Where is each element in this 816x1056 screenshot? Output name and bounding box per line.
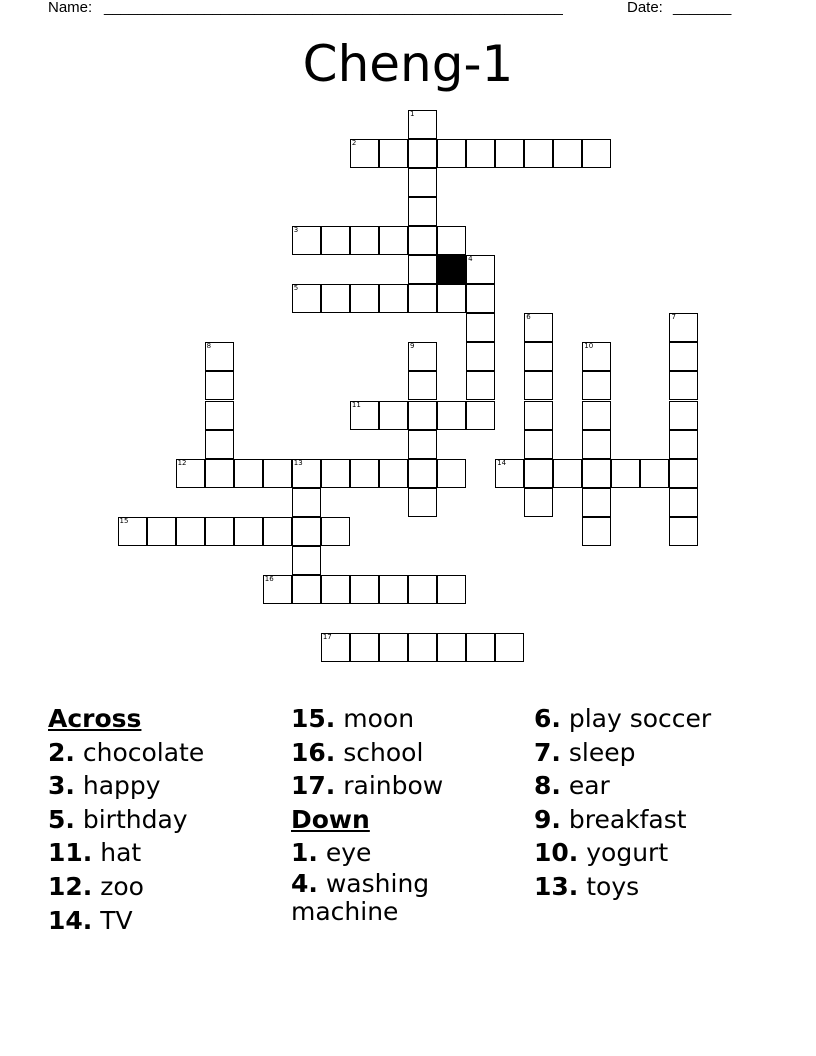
clue-number: 3. [48,771,75,801]
grid-cell[interactable] [466,284,495,313]
clue-column-2 [291,702,521,926]
clue-number: 1. [291,838,318,868]
grid-cell[interactable] [466,371,495,400]
grid-cell[interactable] [321,226,350,255]
cell-number: 4 [468,255,473,264]
clue-number: 16. [291,737,336,767]
clue-down-1 [291,836,521,870]
grid-cell[interactable] [292,488,321,517]
grid-cell[interactable] [408,110,437,139]
cell-number: 14 [497,458,507,467]
grid-cell[interactable] [263,575,292,604]
clue-text: chocolate [82,737,205,767]
grid-cell[interactable] [669,313,698,342]
cell-number: 17 [322,632,332,641]
grid-cell[interactable] [176,459,205,488]
clue-text: zoo [100,871,144,901]
clue-across-11 [48,836,278,870]
grid-cell[interactable] [408,575,437,604]
cell-number: 12 [177,458,187,467]
clue-text: breakfast [568,804,687,834]
blocked-cell [437,255,466,284]
clue-text: birthday [82,804,188,834]
grid-cell[interactable] [350,139,379,168]
clue-column-3 [534,702,804,904]
grid-cell[interactable] [408,488,437,517]
grid-cell[interactable] [495,139,524,168]
grid-cell[interactable] [205,342,234,371]
clue-across-3 [48,769,278,803]
grid-cell[interactable] [437,226,466,255]
clue-column-1 [48,702,278,937]
clue-number: 8. [534,771,561,801]
grid-cell[interactable] [408,168,437,197]
grid-cell[interactable] [408,371,437,400]
cell-number: 3 [293,226,299,235]
clue-text: sleep [568,737,636,767]
grid-cell[interactable] [582,139,611,168]
grid-cell[interactable] [408,342,437,371]
puzzle-title: Cheng-1 [302,35,514,93]
grid-cell[interactable] [176,517,205,546]
grid-cell[interactable] [640,459,669,488]
grid-cell[interactable] [582,430,611,459]
grid-cell[interactable] [553,139,582,168]
grid-cell[interactable] [292,459,321,488]
grid-cell[interactable] [350,459,379,488]
date-field[interactable]: _______ [673,0,732,16]
grid-cell[interactable] [669,517,698,546]
grid-cell[interactable] [408,284,437,313]
grid-cell[interactable] [234,459,263,488]
clue-across-16 [291,736,521,770]
grid-cell[interactable] [582,517,611,546]
grid-cell[interactable] [524,430,553,459]
clue-text: moon [343,704,415,733]
clue-text: washing machine [291,868,430,926]
grid-cell[interactable] [669,401,698,430]
grid-cell[interactable] [437,575,466,604]
cell-number: 7 [671,313,676,322]
cell-number: 13 [293,458,303,467]
clue-down-4 [291,870,521,926]
grid-cell[interactable] [408,139,437,168]
clue-text: hat [100,838,142,868]
grid-cell[interactable] [437,284,466,313]
grid-cell[interactable] [437,139,466,168]
clue-down-10 [534,836,804,870]
cell-number: 1 [410,110,415,118]
grid-cell[interactable] [350,633,379,662]
clue-text: happy [82,771,161,801]
clue-across-2 [48,736,278,770]
clue-down-8 [534,769,804,803]
grid-cell[interactable] [495,459,524,488]
grid-cell[interactable] [205,517,234,546]
grid-cell[interactable] [292,517,321,546]
grid-cell[interactable] [379,226,408,255]
grid-cell[interactable] [495,633,524,662]
grid-cell[interactable] [437,459,466,488]
grid-cell[interactable] [669,459,698,488]
cell-number: 8 [206,342,212,351]
grid-cell[interactable] [379,139,408,168]
cell-number: 11 [351,400,361,409]
grid-cell[interactable] [466,255,495,284]
clue-number: 4. [291,868,318,898]
grid-cell[interactable] [321,284,350,313]
grid-cell[interactable] [553,459,582,488]
clue-number: 11. [48,838,93,868]
date-label: Date: [627,0,663,16]
clue-text: ear [568,771,610,801]
grid-cell[interactable] [292,546,321,575]
grid-cell[interactable] [379,459,408,488]
clue-down-6 [534,702,804,736]
grid-cell[interactable] [524,342,553,371]
grid-cell[interactable] [408,226,437,255]
grid-cell[interactable] [466,633,495,662]
down-heading: Down [291,804,370,834]
grid-cell[interactable] [408,459,437,488]
grid-cell[interactable] [669,430,698,459]
grid-cell[interactable] [669,342,698,371]
grid-cell[interactable] [379,575,408,604]
grid-cell[interactable] [524,459,553,488]
grid-cell[interactable] [205,459,234,488]
grid-cell[interactable] [408,430,437,459]
grid-cell[interactable] [205,371,234,400]
grid-cell[interactable] [205,401,234,430]
grid-cell[interactable] [350,226,379,255]
grid-cell[interactable] [408,633,437,662]
cell-number: 5 [293,284,299,293]
clue-across-14 [48,904,278,938]
clue-across-5 [48,803,278,837]
grid-cell[interactable] [582,342,611,371]
grid-cell[interactable] [118,517,147,546]
clue-text: rainbow [343,771,444,801]
grid-cell[interactable] [524,488,553,517]
grid-cell[interactable] [379,633,408,662]
clue-number: 12. [48,871,93,901]
cell-number: 10 [584,342,594,351]
grid-cell[interactable] [321,633,350,662]
clue-number: 6. [534,704,561,733]
grid-cell[interactable] [408,197,437,226]
clue-number: 9. [534,804,561,834]
name-field[interactable]: _______________________________________________________ [104,0,563,16]
grid-cell[interactable] [524,371,553,400]
grid-cell[interactable] [669,371,698,400]
grid-cell[interactable] [263,517,292,546]
grid-cell[interactable] [437,633,466,662]
clue-text: toys [586,871,640,901]
grid-cell[interactable] [582,488,611,517]
name-label: Name: [48,0,93,16]
cell-number: 9 [410,342,415,351]
cell-number: 15 [119,516,129,525]
clue-text: play soccer [568,704,712,733]
grid-cell[interactable] [408,401,437,430]
clue-text: eye [325,838,372,868]
clue-text: yogurt [586,838,669,868]
grid-cell[interactable] [350,575,379,604]
grid-cell[interactable] [292,575,321,604]
grid-cell[interactable] [234,517,263,546]
clue-number: 17. [291,771,336,801]
clue-text: TV [100,905,133,935]
grid-cell[interactable] [466,139,495,168]
grid-cell[interactable] [263,459,292,488]
grid-cell[interactable] [408,255,437,284]
grid-cell[interactable] [350,284,379,313]
grid-cell[interactable] [321,517,350,546]
grid-cell[interactable] [379,284,408,313]
grid-cell[interactable] [321,459,350,488]
grid-cell[interactable] [524,313,553,342]
cell-number: 16 [264,574,274,583]
clue-down-7 [534,736,804,770]
grid-cell[interactable] [292,284,321,313]
grid-cell[interactable] [466,342,495,371]
clue-number: 15. [291,704,336,733]
grid-cell[interactable] [524,139,553,168]
clue-down-9 [534,803,804,837]
clue-number: 14. [48,905,93,935]
clue-across-17 [291,769,521,803]
grid-cell[interactable] [292,226,321,255]
grid-cell[interactable] [147,517,176,546]
grid-cell[interactable] [582,401,611,430]
grid-cell[interactable] [350,401,379,430]
grid-cell[interactable] [611,459,640,488]
grid-cell[interactable] [524,401,553,430]
clue-number: 13. [534,871,579,901]
grid-cell[interactable] [582,459,611,488]
cell-number: 2 [351,139,357,148]
across-heading: Across [48,704,142,733]
grid-cell[interactable] [466,313,495,342]
clue-text: school [343,737,424,767]
clue-number: 10. [534,838,579,868]
grid-cell[interactable] [437,401,466,430]
grid-cell[interactable] [466,401,495,430]
cell-number: 6 [526,313,531,322]
grid-cell[interactable] [669,488,698,517]
grid-cell[interactable] [379,401,408,430]
grid-cell[interactable] [582,371,611,400]
clue-across-12 [48,870,278,904]
clue-across-15 [291,702,521,736]
clue-number: 2. [48,737,75,767]
clue-number: 5. [48,804,75,834]
clue-number: 7. [534,737,561,767]
clue-down-13 [534,870,804,904]
grid-cell[interactable] [321,575,350,604]
grid-cell[interactable] [205,430,234,459]
